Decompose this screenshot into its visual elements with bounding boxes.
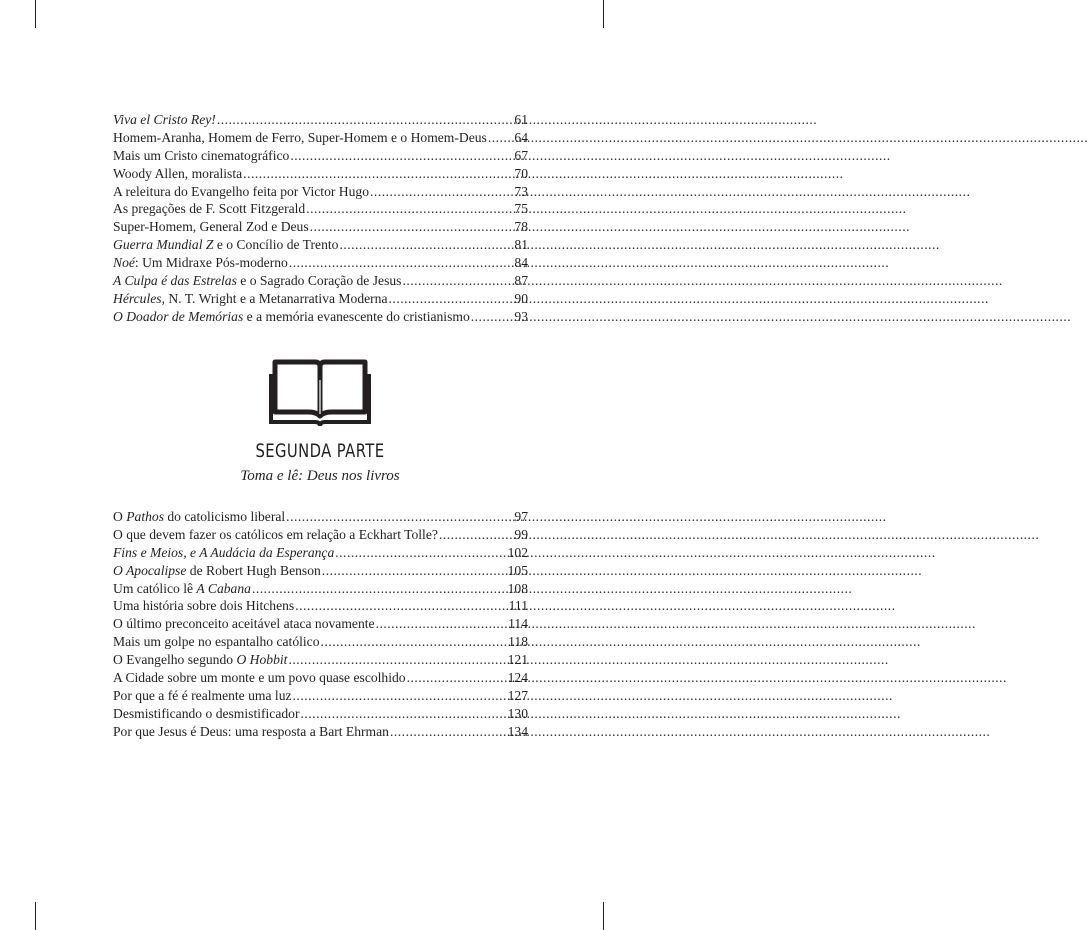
toc-entry: [113, 633, 528, 651]
part-title: SEGUNDA PARTE: [255, 440, 385, 462]
toc-entry-page-number: 102: [507, 544, 528, 560]
toc-entry: [113, 308, 528, 326]
toc-entry-title-italic: A Cabana: [196, 580, 251, 596]
dot-leader: [306, 200, 513, 218]
crop-mark-top-right: [603, 0, 604, 28]
toc-entry-title-text: O: [113, 509, 127, 524]
toc-entry-page-number: 78: [514, 219, 528, 235]
toc-entry-title: [113, 165, 242, 183]
toc-entry-title: [113, 236, 338, 254]
toc-entry: [113, 526, 528, 544]
toc-entry-title-text: e o Sagrado Coração de Jesus: [236, 273, 402, 289]
toc-entry-page-number: 124: [507, 670, 528, 686]
dot-leader: [321, 633, 508, 651]
toc-entry-title: [113, 200, 305, 218]
crop-mark-top-left: [35, 0, 36, 28]
toc-entry-title: [113, 544, 334, 562]
toc-entry-title-text: A Cidade sobre um monte e um povo quase escolhido: [113, 670, 406, 686]
toc-entry-title-text: Mais um golpe no espantalho católico: [113, 634, 320, 650]
toc-entry-page-number: 93: [514, 308, 528, 324]
toc-entry-page-number: 75: [514, 201, 528, 217]
toc-entry-page-number: 114: [508, 616, 528, 632]
toc-entry-page-number: 67: [514, 147, 528, 163]
dot-leader: [370, 183, 513, 201]
toc-entry-title: [113, 723, 389, 741]
toc-entry-page-number: 70: [514, 165, 528, 181]
toc-entry-title: [113, 562, 321, 580]
dot-leader: [335, 544, 506, 562]
toc-entry-title-italic: Noé: [113, 255, 135, 271]
toc-entry-title-text: O último preconceito aceitável ataca novamente: [113, 616, 375, 632]
toc-entry: [113, 687, 528, 705]
toc-entry: [113, 200, 528, 218]
toc-entry-page-number: 87: [514, 273, 528, 289]
dot-leader: [389, 290, 514, 308]
toc-entry-title: [113, 111, 216, 129]
toc-entry-title-italic: A Culpa é das Estrelas: [113, 273, 237, 289]
toc-entry-title: [113, 218, 309, 236]
toc-entry-title-text: de Robert Hugh Benson: [186, 562, 321, 578]
dot-leader: [288, 651, 506, 669]
table-of-contents-second-part: [113, 508, 528, 741]
dot-leader: [471, 308, 514, 326]
toc-entry: [113, 272, 528, 290]
toc-entry-page-number: 99: [514, 526, 528, 542]
toc-entry-page-number: 61: [514, 112, 528, 127]
toc-entry-title-text: Desmistificando o desmistificador: [113, 705, 300, 721]
toc-entry: [113, 236, 528, 254]
toc-entry-page-number: 81: [514, 237, 528, 253]
toc-entry: [113, 183, 528, 201]
toc-entry-title-italic: Hércules,: [113, 290, 165, 306]
toc-entry-title: [113, 687, 292, 705]
toc-entry-page-number: 90: [514, 290, 528, 306]
toc-entry-title: [113, 147, 289, 165]
toc-entry-title-text: N. T. Wright e a Metanarrativa Moderna: [164, 290, 388, 306]
toc-entry-title-text: O que devem fazer os católicos em relação a Eckhart Tolle?: [113, 526, 438, 542]
dot-leader: [402, 272, 513, 290]
dot-leader: [252, 580, 507, 598]
table-of-contents-first-part: [113, 111, 528, 326]
toc-entry-title-text: Super-Homem, General Zod e Deus: [113, 219, 309, 235]
toc-entry-page-number: 121: [507, 652, 528, 668]
toc-entry-page-number: 127: [507, 687, 528, 703]
toc-entry: [113, 597, 528, 615]
toc-entry-title: [113, 508, 285, 526]
toc-entry: [113, 651, 528, 669]
dot-leader: [301, 705, 507, 723]
toc-entry: [113, 290, 528, 308]
toc-entry: [113, 562, 528, 580]
toc-entry-title-text: Woody Allen, moralista: [113, 165, 243, 181]
toc-entry-title: [113, 308, 470, 326]
dot-leader: [243, 165, 513, 183]
toc-entry-page-number: 84: [514, 255, 528, 271]
toc-entry: [113, 218, 528, 236]
toc-entry-title: [113, 526, 438, 544]
toc-entry-page-number: 108: [507, 580, 528, 596]
toc-entry-title: [113, 633, 320, 651]
crop-mark-bottom-right: [603, 902, 604, 930]
toc-entry: [113, 129, 528, 147]
dot-leader: [322, 562, 507, 580]
toc-entry: [113, 508, 528, 526]
toc-entry-title-italic: O Hobbit: [236, 652, 288, 668]
dot-leader: [217, 111, 514, 129]
dot-leader: [390, 723, 507, 741]
dot-leader: [439, 526, 514, 544]
toc-entry-title-text: Homem-Aranha, Homem de Ferro, Super-Homem e o Homem-Deus: [113, 129, 487, 145]
toc-entry: [113, 723, 528, 741]
toc-entry-title: [113, 272, 401, 290]
dot-leader: [310, 218, 514, 236]
toc-entry-title-italic: Guerra Mundial Z: [113, 237, 214, 253]
toc-entry: [113, 544, 528, 562]
dot-leader: [289, 254, 514, 272]
toc-entry-title-text: e o Concílio de Trento: [213, 237, 339, 253]
toc-entry: [113, 615, 528, 633]
toc-entry-title: [113, 290, 388, 308]
toc-entry-page-number: 111: [508, 598, 528, 614]
toc-entry-title-text: do catolicismo liberal: [163, 509, 286, 524]
toc-entry-page-number: 73: [514, 183, 528, 199]
toc-entry-title-text: A releitura do Evangelho feita por Victor Hugo: [113, 183, 370, 199]
toc-entry-title: [113, 705, 300, 723]
toc-entry-title-text: O Evangelho segundo: [113, 652, 237, 668]
toc-entry: [113, 254, 528, 272]
toc-entry-title: [113, 254, 288, 272]
toc-entry-title-text: : Um Midraxe Pós-moderno: [134, 255, 288, 271]
toc-entry-title-text: Uma história sobre dois Hitchens: [113, 598, 295, 614]
toc-entry: [113, 669, 528, 687]
toc-entry-title-text: e a memória evanescente do cristianismo: [243, 308, 470, 324]
dot-leader: [376, 615, 508, 633]
toc-entry: [113, 580, 528, 598]
toc-entry-title-text: Por que Jesus é Deus: uma resposta a Bart Ehrman: [113, 723, 389, 739]
part-subtitle: Toma e lê: Deus nos livros: [240, 468, 400, 484]
dot-leader: [286, 508, 513, 526]
toc-entry: [113, 111, 528, 129]
toc-entry-page-number: 105: [507, 562, 528, 578]
toc-entry-page-number: 130: [507, 705, 528, 721]
toc-entry-page-number: 64: [514, 129, 528, 145]
toc-entry-title: [113, 651, 287, 669]
toc-entry-title-italic: Pathos: [126, 509, 164, 524]
dot-leader: [339, 236, 513, 254]
open-book-icon: [271, 356, 369, 426]
toc-entry-title: [113, 580, 251, 598]
toc-entry-title: [113, 615, 375, 633]
toc-entry-title-text: Mais um Cristo cinematográfico: [113, 147, 290, 163]
toc-entry-title-text: Por que a fé é realmente uma luz: [113, 687, 292, 703]
toc-entry-page-number: 134: [507, 723, 528, 739]
toc-entry-title: [113, 183, 369, 201]
toc-entry: [113, 147, 528, 165]
toc-entry: [113, 705, 528, 723]
crop-mark-bottom-left: [35, 902, 36, 930]
toc-entry-title: [113, 129, 487, 147]
toc-entry-title-text: Um católico lê: [113, 580, 197, 596]
toc-entry: [113, 165, 528, 183]
toc-entry-title: [113, 669, 406, 687]
dot-leader: [290, 147, 513, 165]
toc-entry-page-number: 97: [514, 509, 528, 524]
toc-entry-title-italic: Viva el Cristo Rey!: [113, 112, 216, 127]
dot-leader: [295, 597, 507, 615]
toc-entry-title-italic: Fins e Meios, e A Audácia da Esperança: [113, 544, 335, 560]
toc-entry-title-text: As pregações de F. Scott Fitzgerald: [113, 201, 306, 217]
dot-leader: [407, 669, 507, 687]
toc-entry-title: [113, 597, 294, 615]
toc-entry-title-italic: O Apocalipse: [113, 562, 187, 578]
toc-entry-page-number: 118: [508, 634, 528, 650]
toc-entry-title-italic: O Doador de Memórias: [113, 308, 244, 324]
dot-leader: [293, 687, 507, 705]
dot-leader: [488, 129, 514, 147]
